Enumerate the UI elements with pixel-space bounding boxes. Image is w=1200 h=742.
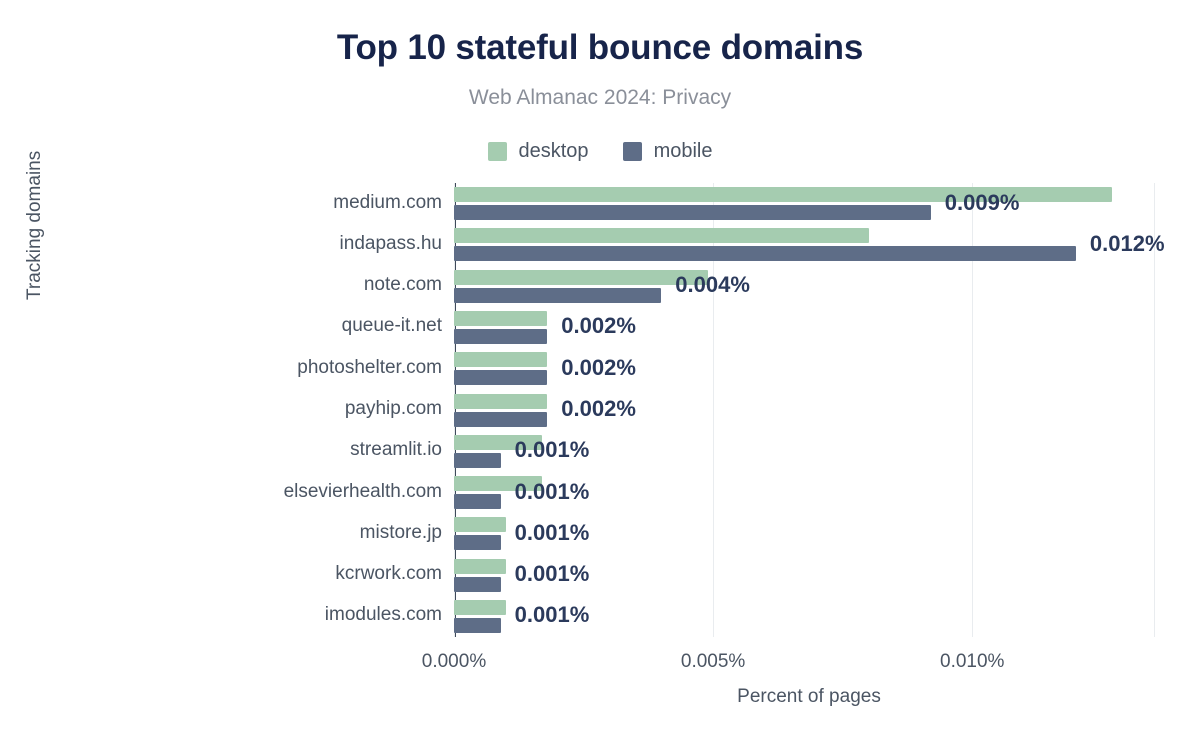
y-axis-category-label: elsevierhealth.com xyxy=(283,480,442,502)
bar-mobile[interactable] xyxy=(454,535,501,550)
bar-desktop[interactable] xyxy=(454,517,506,532)
legend-label-mobile: mobile xyxy=(653,140,713,162)
y-axis-category-label: kcrwork.com xyxy=(335,563,442,585)
y-axis-category-label: mistore.jp xyxy=(359,521,442,543)
bar-value-label: 0.002% xyxy=(561,354,636,380)
bar-value-label: 0.004% xyxy=(675,272,750,298)
bar-value-label: 0.001% xyxy=(514,602,590,628)
bar-value-label: 0.002% xyxy=(561,396,636,421)
bar-mobile[interactable] xyxy=(454,618,501,633)
bar-mobile[interactable] xyxy=(454,246,1076,261)
bar-mobile[interactable] xyxy=(454,288,661,303)
x-axis-tick-label: 0.000% xyxy=(421,651,487,672)
bar-mobile[interactable] xyxy=(454,453,501,468)
bar-mobile[interactable] xyxy=(454,412,547,427)
bar-value-label: 0.001% xyxy=(514,561,590,587)
y-axis-category-label: indapass.hu xyxy=(339,232,442,254)
y-axis-category-label: medium.com xyxy=(333,191,442,213)
y-axis-title: Tracking domains xyxy=(24,150,45,300)
y-axis-category-label: streamlit.io xyxy=(350,439,442,461)
bar-desktop[interactable] xyxy=(454,394,547,409)
legend-swatch-desktop xyxy=(488,142,507,161)
legend-item-desktop[interactable] xyxy=(488,140,589,163)
legend-swatch-mobile xyxy=(623,142,642,161)
bar-value-label: 0.009% xyxy=(944,189,1020,215)
bar-value-label: 0.001% xyxy=(514,478,590,504)
bar-desktop[interactable] xyxy=(454,352,547,367)
y-axis-category-label: queue-it.net xyxy=(341,315,442,337)
y-axis-category-label: imodules.com xyxy=(324,604,442,626)
bar-desktop[interactable] xyxy=(454,559,506,574)
chart-subtitle: Web Almanac 2024: Privacy xyxy=(468,86,732,109)
y-axis-category-label: note.com xyxy=(363,274,442,296)
bar-mobile[interactable] xyxy=(454,329,547,344)
bar-value-label: 0.001% xyxy=(514,519,590,545)
legend-item-mobile[interactable] xyxy=(623,140,713,163)
bar-mobile[interactable] xyxy=(454,205,931,220)
y-axis-category-label: photoshelter.com xyxy=(297,356,442,378)
bar-desktop[interactable] xyxy=(454,600,506,615)
chart-title: Top 10 stateful bounce domains xyxy=(336,28,864,67)
legend-label-desktop: desktop xyxy=(518,140,589,162)
x-axis-title: Percent of pages xyxy=(737,686,881,707)
bar-value-label: 0.001% xyxy=(514,437,590,463)
y-axis-category-label: payhip.com xyxy=(344,398,442,419)
bar-desktop[interactable] xyxy=(454,311,547,326)
x-axis-tick-label: 0.005% xyxy=(680,651,746,672)
bar-desktop[interactable] xyxy=(454,270,708,285)
bar-mobile[interactable] xyxy=(454,577,501,592)
chart-legend xyxy=(0,140,1200,163)
bar-value-label: 0.012% xyxy=(1089,230,1165,256)
bar-value-label: 0.002% xyxy=(561,313,636,339)
bar-mobile[interactable] xyxy=(454,494,501,509)
bar-desktop[interactable] xyxy=(454,228,869,243)
bar-mobile[interactable] xyxy=(454,370,547,385)
x-axis-tick-label: 0.010% xyxy=(940,651,1005,672)
